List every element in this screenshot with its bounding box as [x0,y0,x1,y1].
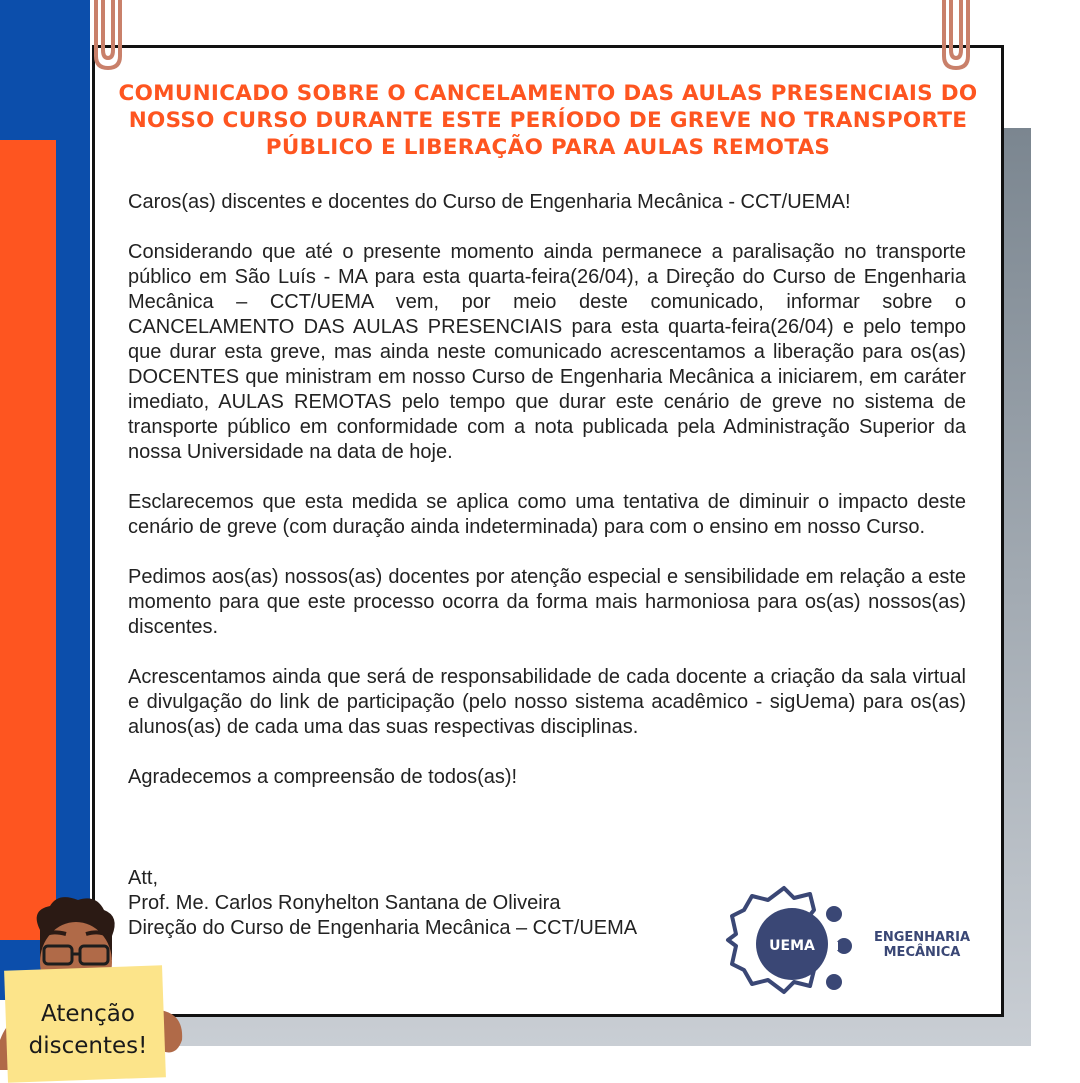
notice-paragraph: Esclarecemos que esta medida se aplica como uma tentativa de diminuir o impacto deste cenário de greve (com duração ainda indeterminada) para com o ensino em nosso Curso. [128,491,966,538]
signature-name: Prof. Me. Carlos Ronyhelton Santana de Oliveira [128,892,561,914]
notice-paragraph: Acrescentamos ainda que será de responsabilidade de cada docente a criação da sala virtual e divulgação do link de participação (pelo nosso sistema acadêmico - sigUema) para os(as) alunos(as) de cada uma das suas respectivas disciplinas. [128,666,966,738]
paperclip-icon [938,0,974,72]
logo-caption [862,930,982,960]
attention-sign-text [14,998,162,1062]
notice-title: COMUNICADO SOBRE O CANCELAMENTO DAS AULAS PRESENCIAIS DO NOSSO CURSO DURANTE ESTE PERÍODO DE GREVE NO TRANSPORTE PÚBLICO E LIBERAÇÃO PARA AULAS REMOTAS [118,81,978,160]
notice-paragraph: Considerando que até o presente momento ainda permanece a paralisação no transporte público em São Luís - MA para esta quarta-feira(26/04), a Direção do Curso de Engenharia Mecânica – CCT/UEMA vem, por meio deste comunicado, informar sobre o CANCELAMENTO DAS AULAS PRESENCIAIS para esta quarta-feira(26/04) e pelo tempo que durar esta greve, mas ainda neste comunicado acrescentamos a liberação para os(as) DOCENTES que ministram em nosso Curso de Engenharia Mecânica a iniciarem, em caráter imediato, AULAS REMOTAS pelo tempo que durar este cenário de greve no sistema de transporte público em conformidade com a nota publicada pela Administração Superior da nossa Universidade na data de hoje. [128,241,966,463]
notice-paragraph: Pedimos aos(as) nossos(as) docentes por atenção especial e sensibilidade em relação a este momento para que este processo ocorra da forma mais harmoniosa para os(as) nossos(as) discentes. [128,566,966,638]
notice-body [128,190,966,815]
notice-paragraph: Caros(as) discentes e docentes do Curso de Engenharia Mecânica - CCT/UEMA! [128,191,851,213]
left-orange-band [0,140,56,940]
signature-role: Direção do Curso de Engenharia Mecânica – CCT/UEMA [128,917,638,939]
logo-line-1: ENGENHARIA [873,930,971,945]
sign-line-2: discentes! [28,1033,148,1059]
logo-badge-text: UEMA [769,938,815,954]
notice-paragraph: Agradecemos a compreensão de todos(as)! [128,766,518,788]
logo-line-2: MECÂNICA [883,945,961,960]
paperclip-icon [90,0,126,72]
sign-line-1: Atenção [41,1001,135,1027]
signature-block [128,866,728,941]
signature-closing: Att, [128,867,159,889]
